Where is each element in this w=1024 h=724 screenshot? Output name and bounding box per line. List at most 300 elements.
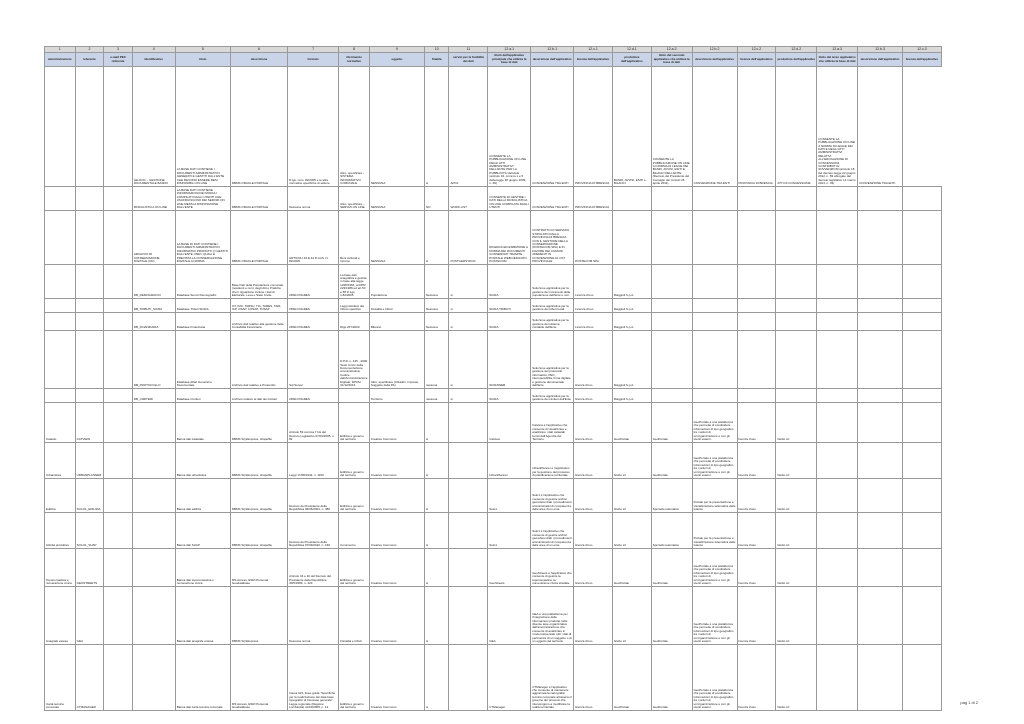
table-cell: APOL [449, 67, 488, 187]
table-cell: MODULISTICA ON LINE [132, 187, 175, 211]
table-cell: Articolo 43 e 10 del Decreto del Presidente della Repubblica 30/5/1989, n. 223 [288, 549, 339, 587]
table-cell [858, 187, 903, 211]
table-cell: DBMS SQLExpress, shapefile [230, 479, 287, 513]
table-cell: CTManager [488, 645, 531, 711]
column-header: descrizione dell'applicativo [858, 53, 903, 67]
table-cell [858, 403, 903, 443]
page-number: pag 1 di 2 [960, 700, 978, 705]
column-number: 1 [45, 47, 76, 53]
table-cell [776, 389, 817, 403]
table-cell: OPEN INGRES [288, 389, 339, 403]
table-row [45, 549, 942, 587]
table-cell: PROVINCIA DI BRESCIA [574, 67, 613, 187]
table-cell: Licenza d'uso [574, 313, 613, 331]
table-cell [132, 513, 175, 549]
table-cell: licenza d'uso [574, 549, 613, 587]
table-cell [737, 187, 776, 211]
table-cell: CTMANAGER [75, 645, 104, 711]
table-cell [903, 331, 942, 389]
table-cell [104, 211, 133, 265]
table-cell: Globo srl [776, 443, 817, 479]
column-header-row [45, 53, 942, 67]
table-cell: Licenza d'uso [574, 265, 613, 299]
table-cell [651, 265, 692, 299]
column-number: 9 [369, 47, 424, 53]
table-cell: GeoStreets è l'applicativo che consente di gestire la toponomastica, la numerazione civica stradale [531, 549, 574, 587]
column-number: 12.a.2 [651, 47, 692, 53]
table-cell: Globo srl [776, 645, 817, 711]
table-cell [449, 645, 488, 711]
table-cell [45, 299, 76, 313]
table-cell [858, 645, 903, 711]
table-cell: Creative Commons [369, 479, 424, 513]
column-header: produttore dell'applicativo [776, 53, 817, 67]
table-cell [817, 645, 858, 711]
table-cell [132, 587, 175, 645]
table-cell: CONSENTE DI GESTIRE I DATI DELLA MODULISTICA ON LINE COMPILATA DAGLI UTENTI [488, 187, 531, 211]
table-cell: Altro: specificare (Cittadini, Imprese, Soggetto della PA) [369, 331, 424, 389]
table-cell: LA BASE DI DATI CONTIENE I DOCUMENTI AMMINISTRATIVI INFORMATICI PRODOTTI O GESTITI DALL'ENTE, PER I QUALI È PREVISTA LA CONSERVAZIONE DIGITALE A NORMA [175, 211, 230, 265]
table-cell: MS Access, ESRI Personal Geodatabase [230, 549, 287, 587]
table-cell: si [424, 211, 449, 265]
table-cell: SICRA [488, 313, 531, 331]
table-cell [903, 403, 942, 443]
table-cell: licenza d'uso [737, 479, 776, 513]
table-cell: GEOSTREETS [75, 549, 104, 587]
table-cell: Edilizia [45, 479, 76, 513]
table-cell [692, 299, 737, 313]
table-cell [651, 331, 692, 389]
table-cell: UrbanPlanner [488, 443, 531, 479]
table-cell: Carta tecnica comunale [45, 645, 76, 711]
table-cell: si [424, 587, 449, 645]
table-cell: si [424, 67, 449, 187]
table-cell: Creative Commons [369, 403, 424, 443]
table-cell [737, 331, 776, 389]
table-cell [858, 513, 903, 549]
table-cell: CONVENZIONE TRA ENTI [858, 67, 903, 187]
table-cell: DBMS ORACLE PORTALE [230, 187, 287, 211]
table-cell [45, 211, 76, 265]
table-cell [776, 265, 817, 299]
column-number: 11 [449, 47, 488, 53]
column-header: formato [288, 53, 339, 67]
table-cell: Solo1 è l'applicativo che consente di gestire archivi georeferenziati i procedimenti amministrativi di competenza delle aree di un ente [531, 513, 574, 549]
table-cell [903, 645, 942, 711]
column-number: 12.c.3 [903, 47, 942, 53]
table-cell: licenza d'uso [737, 645, 776, 711]
table-cell: Globo srl [776, 403, 817, 443]
table-cell [817, 403, 858, 443]
table-cell [817, 513, 858, 549]
table-cell [903, 299, 942, 313]
table-row [45, 313, 942, 331]
table-cell [692, 211, 737, 265]
table-cell: DBMS ORACLE PORTALE [230, 211, 287, 265]
table-cell [858, 211, 903, 265]
table-cell: Archivio dati relativo alla gestione della Contabilità Finanziaria [230, 313, 287, 331]
table-cell: Solo1 è l'applicativo che consente di gestire archivi georeferenziati i procedimenti amministrativi di competenza delle aree di un ente [531, 479, 574, 513]
table-cell [75, 211, 104, 265]
column-number: 12.b.3 [858, 47, 903, 53]
table-cell: licenza d'uso [574, 403, 613, 443]
table-cell [903, 513, 942, 549]
table-cell: PROVINCIA DI BRESCIA [574, 187, 613, 211]
table-cell: Leggi 17/08/1942, n. 1150 [288, 443, 339, 479]
column-number: 7 [288, 47, 339, 53]
table-cell [817, 187, 858, 211]
table-cell: Maggioli S.p.A. [612, 389, 651, 403]
table-cell: Globo srl [612, 587, 651, 645]
table-cell: Globo srl [612, 479, 651, 513]
table-row [45, 645, 942, 711]
table-cell [903, 211, 942, 265]
database-table [44, 46, 942, 711]
table-cell [104, 513, 133, 549]
column-number: 6 [230, 47, 287, 53]
table-cell: licenza d'uso [737, 443, 776, 479]
table-cell [692, 313, 737, 331]
table-cell: GeoPortale è una piattaforma che permette di condividere informazioni di tipo geografico tra i settori di un'organizzazione e con gli utenti esterni. [692, 403, 737, 443]
table-cell: Globo srl [776, 587, 817, 645]
table-cell: Database Finanziaria [175, 313, 230, 331]
table-cell: DBMS ORACLE PORTALE [230, 67, 287, 187]
table-row [45, 265, 942, 299]
table-cell [132, 403, 175, 443]
table-cell: PROVINCIA DI BRESCIA [737, 67, 776, 187]
column-header: servizi per la fruibilità dei dati [449, 53, 488, 67]
column-number: 10 [424, 47, 449, 53]
table-cell: Database Servizi Demografici [175, 265, 230, 299]
table-cell [651, 299, 692, 313]
table-cell [612, 187, 651, 211]
table-cell [903, 587, 942, 645]
table-cell [903, 265, 942, 299]
table-cell: BANDI, AVVISI, ESITI e BILANCI [612, 67, 651, 187]
table-cell: Bilancio [369, 313, 424, 331]
table-cell: Dlgs 267/2000 [339, 313, 370, 331]
table-cell: licenza d'uso [737, 549, 776, 587]
table-cell: DB_FINANZIARIA [132, 313, 175, 331]
table-cell [75, 67, 104, 187]
table-cell [817, 443, 858, 479]
table-cell: Beni culturali e turismo [339, 211, 370, 265]
table-cell [104, 331, 133, 389]
column-header: oggetto [369, 53, 424, 67]
table-cell [858, 313, 903, 331]
table-cell: Creative Commons [369, 587, 424, 645]
table-cell [75, 389, 104, 403]
table-cell: Globo srl [612, 513, 651, 549]
table-cell [817, 479, 858, 513]
table-cell: D.lgs. num. 82/2005 e le altre normative specifiche di settore [288, 67, 339, 187]
table-cell: Globo srl [612, 443, 651, 479]
table-cell: Sql Server [288, 331, 339, 389]
table-row [45, 299, 942, 313]
table-cell: D.P.R. n. 445 - 2000 Testo Unico della Documentazione amministrativa; Codice dell'Amministrazione Digitale; DPCM 31/12/2013 [339, 331, 370, 389]
table-cell [449, 587, 488, 645]
table-cell: licenza d'uso [574, 331, 613, 389]
table-cell [132, 645, 175, 711]
table-cell: NESSUNA [369, 211, 424, 265]
table-cell [132, 443, 175, 479]
table-cell: Edilizia e governo del territorio [339, 403, 370, 443]
table-cell: Base Dati della Popolazione comunale (residenti e non), degli Atti e Pratiche che li riguardano incluse i dati di Elettorale, Leva e Stato Civile. [230, 265, 287, 299]
table-cell: RICERCA ED ESIBIZIONE A NORMA DEI DOCUMENTI CONSERVATI TRAMITE PORTALE WEB DEDICATO POSTECOM [488, 211, 531, 265]
table-cell: SICRAWEB [488, 331, 531, 389]
column-header: titolo del secondo applicativo che utilizza la base di dati [651, 53, 692, 67]
table-cell: WORK LIST [449, 187, 488, 211]
table-cell: OPEN INGRES [288, 313, 339, 331]
table-cell: Decreto del Presidente della Repubblica 07/09/2010, n. 160 [288, 513, 339, 549]
table-cell: Banca dati urbanistica [175, 443, 230, 479]
table-cell: GeoPortale [651, 403, 692, 443]
table-cell [858, 299, 903, 313]
table-cell [132, 479, 175, 513]
table-row [45, 587, 942, 645]
table-cell: GeoPortale [651, 549, 692, 587]
table-cell: Banca dati anagrafe estesa [175, 587, 230, 645]
table-cell: SOLO1_EDILIZIA [75, 479, 104, 513]
table-cell: DBMS SQLExpress [230, 587, 287, 645]
table-cell: licenza d'uso [574, 513, 613, 549]
table-cell: Leggi istitutive dei tributo specifico [339, 299, 370, 313]
table-cell: si [424, 403, 449, 443]
table-cell: Edilizia e governo del territorio [339, 645, 370, 711]
table-cell: licenza d'uso [737, 403, 776, 443]
column-number: 12.d.2 [776, 47, 817, 53]
table-cell: Maggioli S.p.A. [612, 299, 651, 313]
table-cell: SICRA [488, 389, 531, 403]
table-cell [104, 299, 133, 313]
table-cell: Attività produttive [45, 513, 76, 549]
table-cell [45, 187, 76, 211]
table-cell: La base dati anagrafica è gestita in base alla legge 1228/1954, al DPR 223/1989 ed art.50 e 58 D.Lgs. n.82/2005 [339, 265, 370, 299]
table-cell: GeoPortale è una piattaforma che permette di condividere informazioni di tipo geografico tra i settori di un'organizzazione e con gli utenti esterni. [692, 549, 737, 587]
table-cell: Edilizia e governo del territorio [339, 443, 370, 479]
column-number: 8 [339, 47, 370, 53]
table-cell: Creative Commons [369, 443, 424, 479]
table-cell: Altro: specificare – SERVIZI ON LINE [339, 187, 370, 211]
table-cell: ICI, IMU, TARSU, TIA, TARES, TARI, ICP, OSAP, COSAP, TOSAP [230, 299, 287, 313]
table-cell [692, 187, 737, 211]
table-cell: Edilizia e governo del territorio [339, 549, 370, 587]
table-cell: CONTRATTO DI SERVIZIO STIPULATO DALLA PROVINCIA DI BRESCIA CON IL GESTORE DELLA CONSERVAZIONE (POSTECOM SPA) E IN FAVORE DEI COMUNI ADERENTI IN CONVENZIONE AL CST PROVINCIALE [531, 211, 574, 265]
table-cell: Decreto del Presidente della Repubblica 06/06/2001, n. 380 [288, 479, 339, 513]
table-cell: Catasto [45, 403, 76, 443]
table-cell: ARTICOLI 43 E 44 D.LGS. N. 82/2005 [288, 211, 339, 265]
table-cell: Maggioli S.p.A. [612, 265, 651, 299]
column-header: titolo dell'applicativo principale che utilizza la base di dati [488, 53, 531, 67]
table-cell: Archivio relativo ai dati dei cimiteri [230, 389, 287, 403]
table-cell: GeoPortale [651, 587, 692, 645]
table-cell: Banca dati toponomastica e numerazione civica [175, 549, 230, 587]
table-cell: Commercio [339, 513, 370, 549]
table-cell: si [424, 479, 449, 513]
table-cell: ATTI DI CONCESSIONE [776, 67, 817, 187]
table-cell: SICRA TRIBUTI [488, 299, 531, 313]
table-cell: Maggioli S.p.A. [612, 331, 651, 389]
table-cell: Fiscalità e tributi [369, 299, 424, 313]
table-cell: GeoPortale [612, 645, 651, 711]
table-cell: Database Affari Generali e Documentale [175, 331, 230, 389]
table-cell: ARCHIVIO DI CONSERVAZIONE DIGITALE (CD) [132, 211, 175, 265]
table-cell: Globo srl [776, 549, 817, 587]
table-cell [75, 187, 104, 211]
table-cell [104, 265, 133, 299]
table-cell: OPEN INGRES [288, 299, 339, 313]
table-cell: Solo1 [488, 513, 531, 549]
table-cell: Database Cimiteri [175, 389, 230, 403]
table-cell [104, 443, 133, 479]
table-cell [449, 403, 488, 443]
table-cell: CONSENTE LA PUBBLICAZIONE ON LINE A NORMA DI LEGGE DEI DATI E DEGLI ATTI AMMINISTRATIVI RELATIVI ALL'EROGAZIONE DI CONCESSIONI, CONTRIBUTI E SOVVENZIONI (articolo 18 del decreto-legge 22 giugno 2012, n. 83 abrogato dal decreto legislativo 14 marzo 2013, n. 33) [817, 67, 858, 187]
table-cell: CONSENTE LA PUBBLICAZIONE ON LINE AI NORMA DI LEGGE DEI BANDI, AVVISI, ESITI E BILANCI DELL'ENTE (Decreto del Presidente del Consiglio dei ministri 26 aprile 2011) [651, 67, 692, 187]
table-cell: Nessuna [424, 265, 449, 299]
table-cell: GE-DOC – GESTIONE DOCUMENTALE BASDO [132, 67, 175, 187]
table-cell: Globo srl [776, 479, 817, 513]
table-cell: Sportello telematico [651, 479, 692, 513]
table-row [45, 211, 942, 265]
table-cell: POSTECOM SPA [574, 211, 613, 265]
table-cell: Altro: specificare - SISTEMA INFORMATIVO COMUNALE [339, 67, 370, 187]
table-cell: POSTGERSYDOC [449, 211, 488, 265]
table-cell: licenza d'uso [574, 479, 613, 513]
table-cell [104, 403, 133, 443]
table-cell [737, 265, 776, 299]
table-cell [903, 549, 942, 587]
table-cell: Banca dati SUAP [175, 513, 230, 549]
table-cell [104, 587, 133, 645]
table-cell: CONVENZIONE TRA ENTI [531, 67, 574, 187]
table-cell [132, 549, 175, 587]
table-cell [776, 211, 817, 265]
table-cell [75, 265, 104, 299]
table-cell: Creative Commons [369, 645, 424, 711]
table-cell: Nessuna norma [288, 187, 339, 211]
table-cell [858, 443, 903, 479]
table-cell: Edilizia e governo del territorio [339, 479, 370, 513]
table-cell [104, 313, 133, 331]
column-header: descrizione dell'applicativo [692, 53, 737, 67]
table-cell: Portale per la presentazione e visualizzazione telematica delle istanze [692, 479, 737, 513]
table-cell [104, 645, 133, 711]
table-cell: si [424, 549, 449, 587]
table-cell: Nessuna norma [288, 587, 339, 645]
table-cell [737, 313, 776, 331]
table-cell: licenza d'uso [574, 389, 613, 403]
table-cell: SOLO1_SUAP [75, 513, 104, 549]
table-row [45, 479, 942, 513]
table-cell [651, 313, 692, 331]
table-cell: LA BASE DATI CONTIENE INFORMAZIONI DEI MODULI COMPILATI DAGLI UTENTI CHE USUFRUISCONO DEI SERVIZI ON LINE MESSI A DISPOSIZIONE DALL'ENTE [175, 187, 230, 211]
table-cell: Fiscalità e tributi [339, 587, 370, 645]
table-cell [737, 211, 776, 265]
table-cell: Catview è l'applicativo che consente di visualizzare e analizzare i dati catastali forniti dall'Agenzia del Territorio. [531, 403, 574, 443]
table-cell: Creative Commons [369, 513, 424, 549]
column-header: e-mail PEC referente [104, 53, 133, 67]
column-header: riferimento normativo [339, 53, 370, 67]
table-cell: Banca dati edilizia [175, 479, 230, 513]
table-cell: MS Access, ESRI Personal Geodatabase [230, 645, 287, 711]
table-cell [449, 549, 488, 587]
column-header: descrizione dell'applicativo [531, 53, 574, 67]
table-cell: NESSUNA [369, 187, 424, 211]
table-cell [339, 389, 370, 403]
table-cell [104, 549, 133, 587]
column-number: 12.b.1 [531, 47, 574, 53]
table-cell [692, 331, 737, 389]
table-cell [75, 313, 104, 331]
table-cell: si [449, 299, 488, 313]
table-cell [858, 331, 903, 389]
column-header: amministrazione [45, 53, 76, 67]
table-cell [903, 443, 942, 479]
table-cell: Database Tributi SICRA [175, 299, 230, 313]
table-cell: Nessuna [424, 299, 449, 313]
table-cell: si [449, 389, 488, 403]
table-cell: NO [424, 187, 449, 211]
table-cell [858, 549, 903, 587]
table-cell: Articolo 59 comma 7 bis del Decreto Legislativo 07/03/2005, n. 82 [288, 403, 339, 443]
table-cell: GEA [75, 587, 104, 645]
table-cell: GeoPortale [651, 645, 692, 711]
table-cell [449, 479, 488, 513]
table-cell [692, 389, 737, 403]
table-cell [75, 331, 104, 389]
table-cell: si [424, 443, 449, 479]
table-cell: Maggioli S.p.A. [612, 313, 651, 331]
column-header: licenza dell'applicativo [737, 53, 776, 67]
table-cell [776, 187, 817, 211]
table-cell [651, 389, 692, 403]
table-cell [817, 299, 858, 313]
table-cell: si [424, 513, 449, 549]
table-cell: si [424, 645, 449, 711]
table-cell [817, 313, 858, 331]
table-cell [612, 211, 651, 265]
column-header: Identificativo [132, 53, 175, 67]
column-number: 5 [175, 47, 230, 53]
table-cell: UrbanPlanner è l'applicativo per la gestione del processo di pianificazione territoriale [531, 443, 574, 479]
column-number: 12.c.1 [574, 47, 613, 53]
table-cell [45, 67, 76, 187]
table-cell [75, 299, 104, 313]
table-cell: DB_DEMOGRAFICI [132, 265, 175, 299]
table-cell: si [449, 313, 488, 331]
table-cell: DB_TRIBUTI_SICRA [132, 299, 175, 313]
table-cell [858, 389, 903, 403]
table-cell: DBMS SQLExpress, shapefile [230, 403, 287, 443]
table-cell [104, 389, 133, 403]
table-cell [45, 265, 76, 299]
table-cell [45, 331, 76, 389]
table-cell: NESSUNA [369, 67, 424, 187]
table-cell [903, 313, 942, 331]
table-cell: DBMS SQLExpress, shapefile [230, 443, 287, 479]
table-cell: Intesa GIS, linee guida "Specifiche per la realizzazione dei data base topografici di interesse generale", Legge regionale (Regione Lombardia) 11/03/2005, n. 12 [288, 645, 339, 711]
table-cell [817, 211, 858, 265]
table-cell: licenza d'uso [574, 443, 613, 479]
table-cell [903, 389, 942, 403]
table-cell: Creative Commons [369, 549, 424, 587]
table-cell: GeoPortale è una piattaforma che permette di condividere informazioni di tipo geografico tra i settori di un'organizzazione e con gli utenti esterni. [692, 645, 737, 711]
table-cell: GeoPortale [651, 443, 692, 479]
table-cell: SICRA [488, 265, 531, 299]
table-cell [817, 389, 858, 403]
table-cell: DB_CIMITERI [132, 389, 175, 403]
table-cell: Soluzione applicativa per la gestione del sistema contabile dell'Ente [531, 313, 574, 331]
